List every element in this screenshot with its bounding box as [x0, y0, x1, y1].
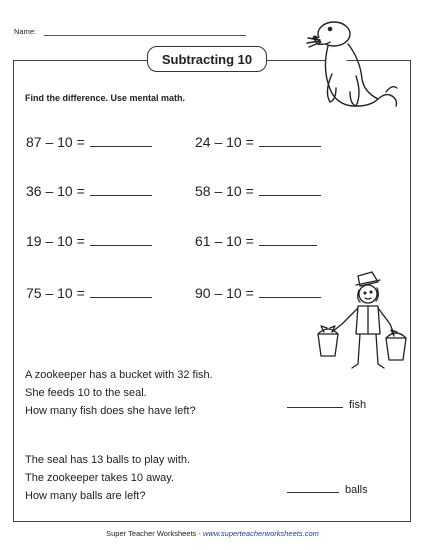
answer-blank[interactable]	[287, 491, 339, 493]
answer-blank[interactable]	[287, 406, 343, 408]
answer-blank[interactable]	[90, 145, 152, 147]
answer-blank[interactable]	[259, 145, 321, 147]
footer-separator: -	[196, 529, 203, 538]
answer-blank[interactable]	[90, 244, 152, 246]
word-problem-line: How many balls are left?	[25, 490, 146, 502]
instructions: Find the difference. Use mental math.	[25, 93, 186, 103]
word-problem-line: How many fish does she have left?	[25, 405, 196, 417]
problem-4	[195, 183, 321, 199]
seal-illustration	[300, 14, 400, 114]
problem-2	[195, 134, 321, 150]
name-label: Name:	[14, 27, 37, 36]
problem-3	[26, 183, 152, 199]
problem-6	[195, 233, 317, 249]
word-problem-line: The zookeeper takes 10 away.	[25, 472, 174, 484]
problem-5	[26, 233, 152, 249]
problem-text: 90 – 10 =	[195, 285, 254, 301]
worksheet-title-text: Subtracting 10	[161, 51, 253, 67]
answer-unit: fish	[349, 399, 367, 411]
word-problem-line: She feeds 10 to the seal.	[25, 387, 147, 399]
problem-text: 75 – 10 =	[26, 285, 85, 301]
worksheet-title	[147, 46, 267, 72]
word-problem-line: The seal has 13 balls to play with.	[25, 454, 191, 466]
problem-8	[195, 285, 321, 301]
footer	[0, 529, 425, 538]
problem-text: 87 – 10 =	[26, 134, 85, 150]
zookeeper-illustration	[308, 268, 408, 378]
word-problem-1-answer	[287, 399, 366, 411]
answer-blank[interactable]	[259, 194, 321, 196]
problem-text: 58 – 10 =	[195, 183, 254, 199]
answer-blank[interactable]	[259, 244, 317, 246]
name-line[interactable]	[44, 35, 246, 36]
answer-blank[interactable]	[90, 296, 152, 298]
problem-text: 19 – 10 =	[26, 233, 85, 249]
answer-blank[interactable]	[90, 194, 152, 196]
problem-1	[26, 134, 152, 150]
problem-text: 24 – 10 =	[195, 134, 254, 150]
footer-brand: Super Teacher Worksheets	[106, 529, 197, 538]
footer-url[interactable]: www.superteacherworksheets.com	[202, 529, 319, 538]
problem-text: 61 – 10 =	[195, 233, 254, 249]
word-problem-2	[25, 453, 190, 507]
word-problem-line: A zookeeper has a bucket with 32 fish.	[25, 369, 213, 381]
word-problem-2-answer	[287, 484, 368, 496]
problem-7	[26, 285, 152, 301]
answer-unit: balls	[345, 484, 368, 496]
problem-text: 36 – 10 =	[26, 183, 85, 199]
word-problem-1	[25, 368, 213, 422]
